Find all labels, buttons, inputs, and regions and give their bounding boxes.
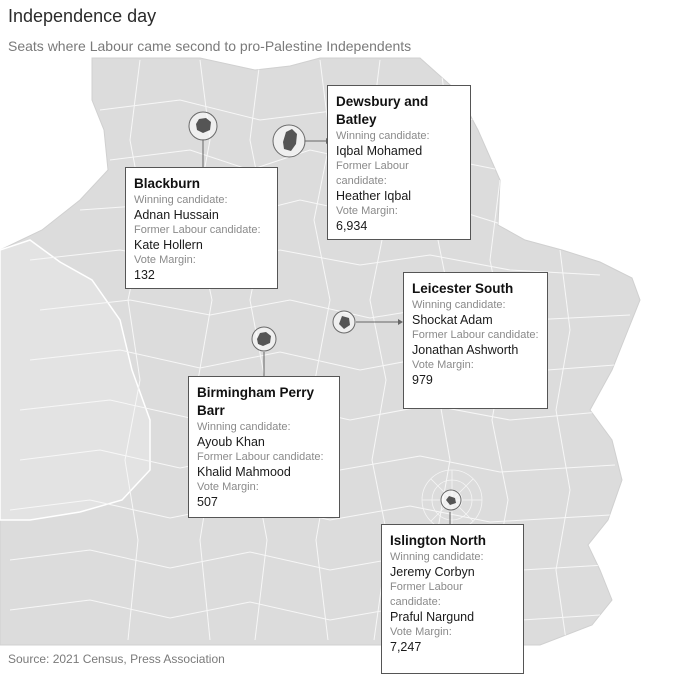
winning-label: Winning candidate:: [390, 551, 484, 563]
seat-name: Birmingham Perry Barr: [197, 385, 315, 418]
former-name: Jonathan Ashworth: [412, 343, 519, 357]
callout-dewsbury-and-batley: [327, 85, 471, 240]
callout-islington-north: [381, 524, 524, 674]
former-label: Former Labour candidate:: [390, 581, 463, 608]
winning-label: Winning candidate:: [412, 299, 506, 311]
winner-name: Iqbal Mohamed: [336, 144, 423, 158]
former-name: Kate Hollern: [134, 238, 203, 252]
winner-name: Jeremy Corbyn: [390, 565, 475, 579]
winner-name: Ayoub Khan: [197, 435, 265, 449]
callout-blackburn: [125, 167, 278, 289]
margin-label: Vote Margin:: [412, 359, 474, 371]
margin-value: 979: [412, 373, 433, 387]
map-area: [0, 58, 700, 654]
source-note: Source: 2021 Census, Press Association: [8, 652, 225, 666]
margin-label: Vote Margin:: [197, 481, 259, 493]
chart-title: Independence day: [8, 6, 157, 26]
former-label: Former Labour candidate:: [134, 224, 261, 236]
seat-name: Dewsbury and Batley: [336, 94, 429, 127]
margin-label: Vote Margin:: [134, 254, 196, 266]
callout-birmingham-perry-barr: [188, 376, 340, 518]
winner-name: Adnan Hussain: [134, 208, 219, 222]
winner-name: Shockat Adam: [412, 313, 493, 327]
former-label: Former Labour candidate:: [412, 329, 539, 341]
seat-marker-birmingham-perry-barr[interactable]: [252, 327, 276, 351]
seat-marker-blackburn[interactable]: [189, 112, 217, 140]
callout-leicester-south: [403, 272, 548, 409]
former-label: Former Labour candidate:: [336, 160, 409, 187]
margin-value: 132: [134, 268, 155, 282]
winning-label: Winning candidate:: [336, 130, 430, 142]
margin-label: Vote Margin:: [336, 205, 398, 217]
margin-value: 7,247: [390, 640, 422, 654]
seat-marker-islington-north[interactable]: [441, 490, 461, 510]
seat-marker-dewsbury-and-batley[interactable]: [273, 125, 305, 157]
seat-name: Islington North: [390, 533, 486, 548]
winning-label: Winning candidate:: [197, 421, 291, 433]
seat-name: Leicester South: [412, 281, 514, 296]
seat-name: Blackburn: [134, 176, 201, 191]
former-name: Praful Nargund: [390, 610, 475, 624]
former-name: Khalid Mahmood: [197, 465, 291, 479]
chart-subtitle: Seats where Labour came second to pro-Palestine Independents: [8, 38, 412, 54]
margin-label: Vote Margin:: [390, 626, 452, 638]
margin-value: 507: [197, 495, 218, 509]
margin-value: 6,934: [336, 219, 368, 233]
winning-label: Winning candidate:: [134, 194, 228, 206]
seat-marker-leicester-south[interactable]: [333, 311, 355, 333]
former-name: Heather Iqbal: [336, 189, 412, 203]
former-label: Former Labour candidate:: [197, 451, 324, 463]
